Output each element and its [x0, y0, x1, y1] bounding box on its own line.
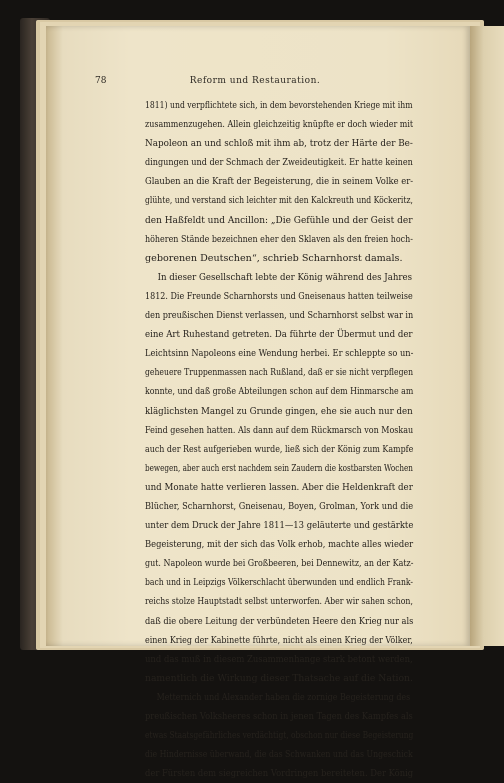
page-number: 78	[95, 76, 107, 86]
text-line: geborenen Deutschen“, schrieb Scharnhorst damals.	[145, 252, 403, 264]
text-line: gut. Napoleon wurde bei Großbeeren, bei Dennewitz, an der Katz-	[145, 558, 414, 570]
text-line: bewegen, aber auch erst nachdem sein Zaudern die kostbarsten Wochen	[145, 462, 413, 474]
text-line: zusammenzugehen. Allein gleichzeitig knüpfte er doch wieder mit	[145, 119, 414, 131]
text-line: Napoleon an und schloß mit ihm ab, trotz der Härte der Be-	[145, 138, 413, 150]
text-line: den Haßfeldt und Ancillon: „Die Gefühle und der Geist der	[145, 214, 413, 226]
text-line: den preußischen Dienst verlassen, und Scharnhorst selbst war in	[145, 310, 414, 322]
text-line: 1812. Die Freunde Scharnhorsts und Gneisenaus hatten teilweise	[145, 290, 413, 302]
text-line: Metternich und Alexander haben die zornige Begeisterung des	[156, 691, 411, 703]
text-line: die Hindernisse überwand, die das Schwanken und das Ungeschick	[145, 749, 413, 761]
text-line: reichs stolze Hauptstadt selbst unterworfen. Aber wir sahen schon,	[145, 596, 413, 608]
text-line: eine Art Ruhestand getreten. Da führte der Übermut und der	[145, 329, 413, 341]
text-line: 1811) und verpflichtete sich, in dem bevorstehenden Kriege mit ihm	[145, 100, 413, 111]
text-line: etwas Staatsgefährliches verdächtigt, obschon nur diese Begeisterung	[145, 730, 414, 742]
text-line: dingungen und der Schmach der Zweideutigkeit. Er hatte keinen	[145, 157, 413, 169]
text-line: In dieser Gesellschaft lebte der König während des Jahres	[157, 271, 413, 283]
text-line: Begeisterung, mit der sich das Volk erhob, machte alles wieder	[145, 539, 414, 551]
text-lines	[145, 96, 413, 783]
text-line: kläglichsten Mangel zu Grunde gingen, ehe sie auch nur den	[145, 405, 413, 417]
running-title: Reform und Restauration.	[189, 76, 321, 86]
text-line: und Monate hatte verlieren lassen. Aber die Heldenkraft der	[145, 481, 413, 493]
text-line: Leichtsinn Napoleons eine Wendung herbei. Er schleppte so un-	[145, 348, 414, 360]
text-line: namentlich die Wirkung dieser Thatsache auf die Nation.	[145, 672, 413, 684]
text-line: einen Krieg der Kabinette führte, nicht als einen Krieg der Völker,	[145, 634, 413, 646]
text-line: Glauben an die Kraft der Begeisterung, die in seinem Volke er-	[145, 176, 414, 188]
text-line: der Fürsten dem siegreichen Vordringen bereiteten. Der König	[145, 768, 414, 780]
text-line: auch der Rest aufgerieben wurde, ließ sich der König zum Kampfe	[145, 443, 414, 455]
text-line: konnte, und daß große Abteilungen schon auf dem Hinmarsche am	[145, 386, 414, 398]
text-line: geheuere Truppenmassen nach Rußland, daß er sie nicht verpflegen	[145, 367, 414, 379]
text-line: Feind gesehen hatten. Als dann auf dem Rückmarsch von Moskau	[145, 424, 414, 436]
facing-page-edge	[470, 26, 504, 646]
text-line: glühte, und verstand sich leichter mit den Kalckreuth und Köckeritz,	[145, 195, 413, 207]
text-line: unter dem Druck der Jahre 1811—13 geläuterte und gestärkte	[145, 520, 414, 532]
text-line: höheren Stände bezeichnen eher den Sklaven als den freien hoch-	[145, 233, 413, 245]
text-line: daß die obere Leitung der verbündeten Heere den Krieg nur als	[145, 615, 414, 627]
page-header	[95, 76, 415, 90]
text-line: bach und in Leipzigs Völkerschlacht überwunden und endlich Frank-	[145, 577, 414, 589]
text-line: Blücher, Scharnhorst, Gneisenau, Boyen, Grolman, York und die	[145, 500, 414, 512]
text-line: und das muß in diesem Zusammenhange stark betont werden,	[145, 653, 413, 665]
text-line: preußischen Volksheeres schon in jenen Tagen des Kampfes als	[145, 711, 413, 722]
